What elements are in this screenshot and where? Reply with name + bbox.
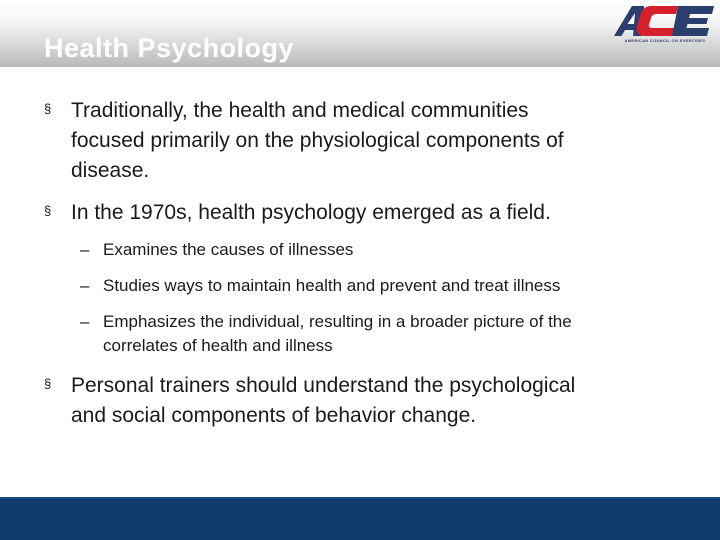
sub-bullet-line: correlates of health and illness — [103, 336, 333, 355]
bullet-marker: § — [44, 101, 52, 116]
footer-bar — [0, 497, 720, 540]
bullet-line: In the 1970s, health psychology emerged as a field. — [71, 201, 551, 224]
bullet-line: focused primarily on the physiological components of — [71, 129, 564, 152]
bullet-line: and social components of behavior change. — [71, 404, 477, 427]
bullet-marker: § — [44, 376, 52, 391]
sub-bullet-line: Emphasizes the individual, resulting in a broader picture of the — [103, 312, 572, 331]
sub-bullet-line: Studies ways to maintain health and prevent and treat illness — [103, 276, 561, 295]
bullet-line: disease. — [71, 159, 150, 182]
sub-bullet-line: Examines the causes of illnesses — [103, 240, 354, 259]
bullet-marker: § — [44, 203, 52, 218]
ace-tagline: AMERICAN COUNCIL ON EXERCISE® — [624, 38, 706, 43]
sub-bullet-marker: – — [80, 276, 90, 295]
sub-bullet-marker: – — [80, 312, 90, 331]
bullet-line: Personal trainers should understand the psychological — [71, 374, 576, 397]
bullet-line: Traditionally, the health and medical communities — [71, 99, 529, 122]
slide-title: Health Psychology — [44, 33, 295, 63]
sub-bullet-marker: – — [80, 240, 90, 259]
